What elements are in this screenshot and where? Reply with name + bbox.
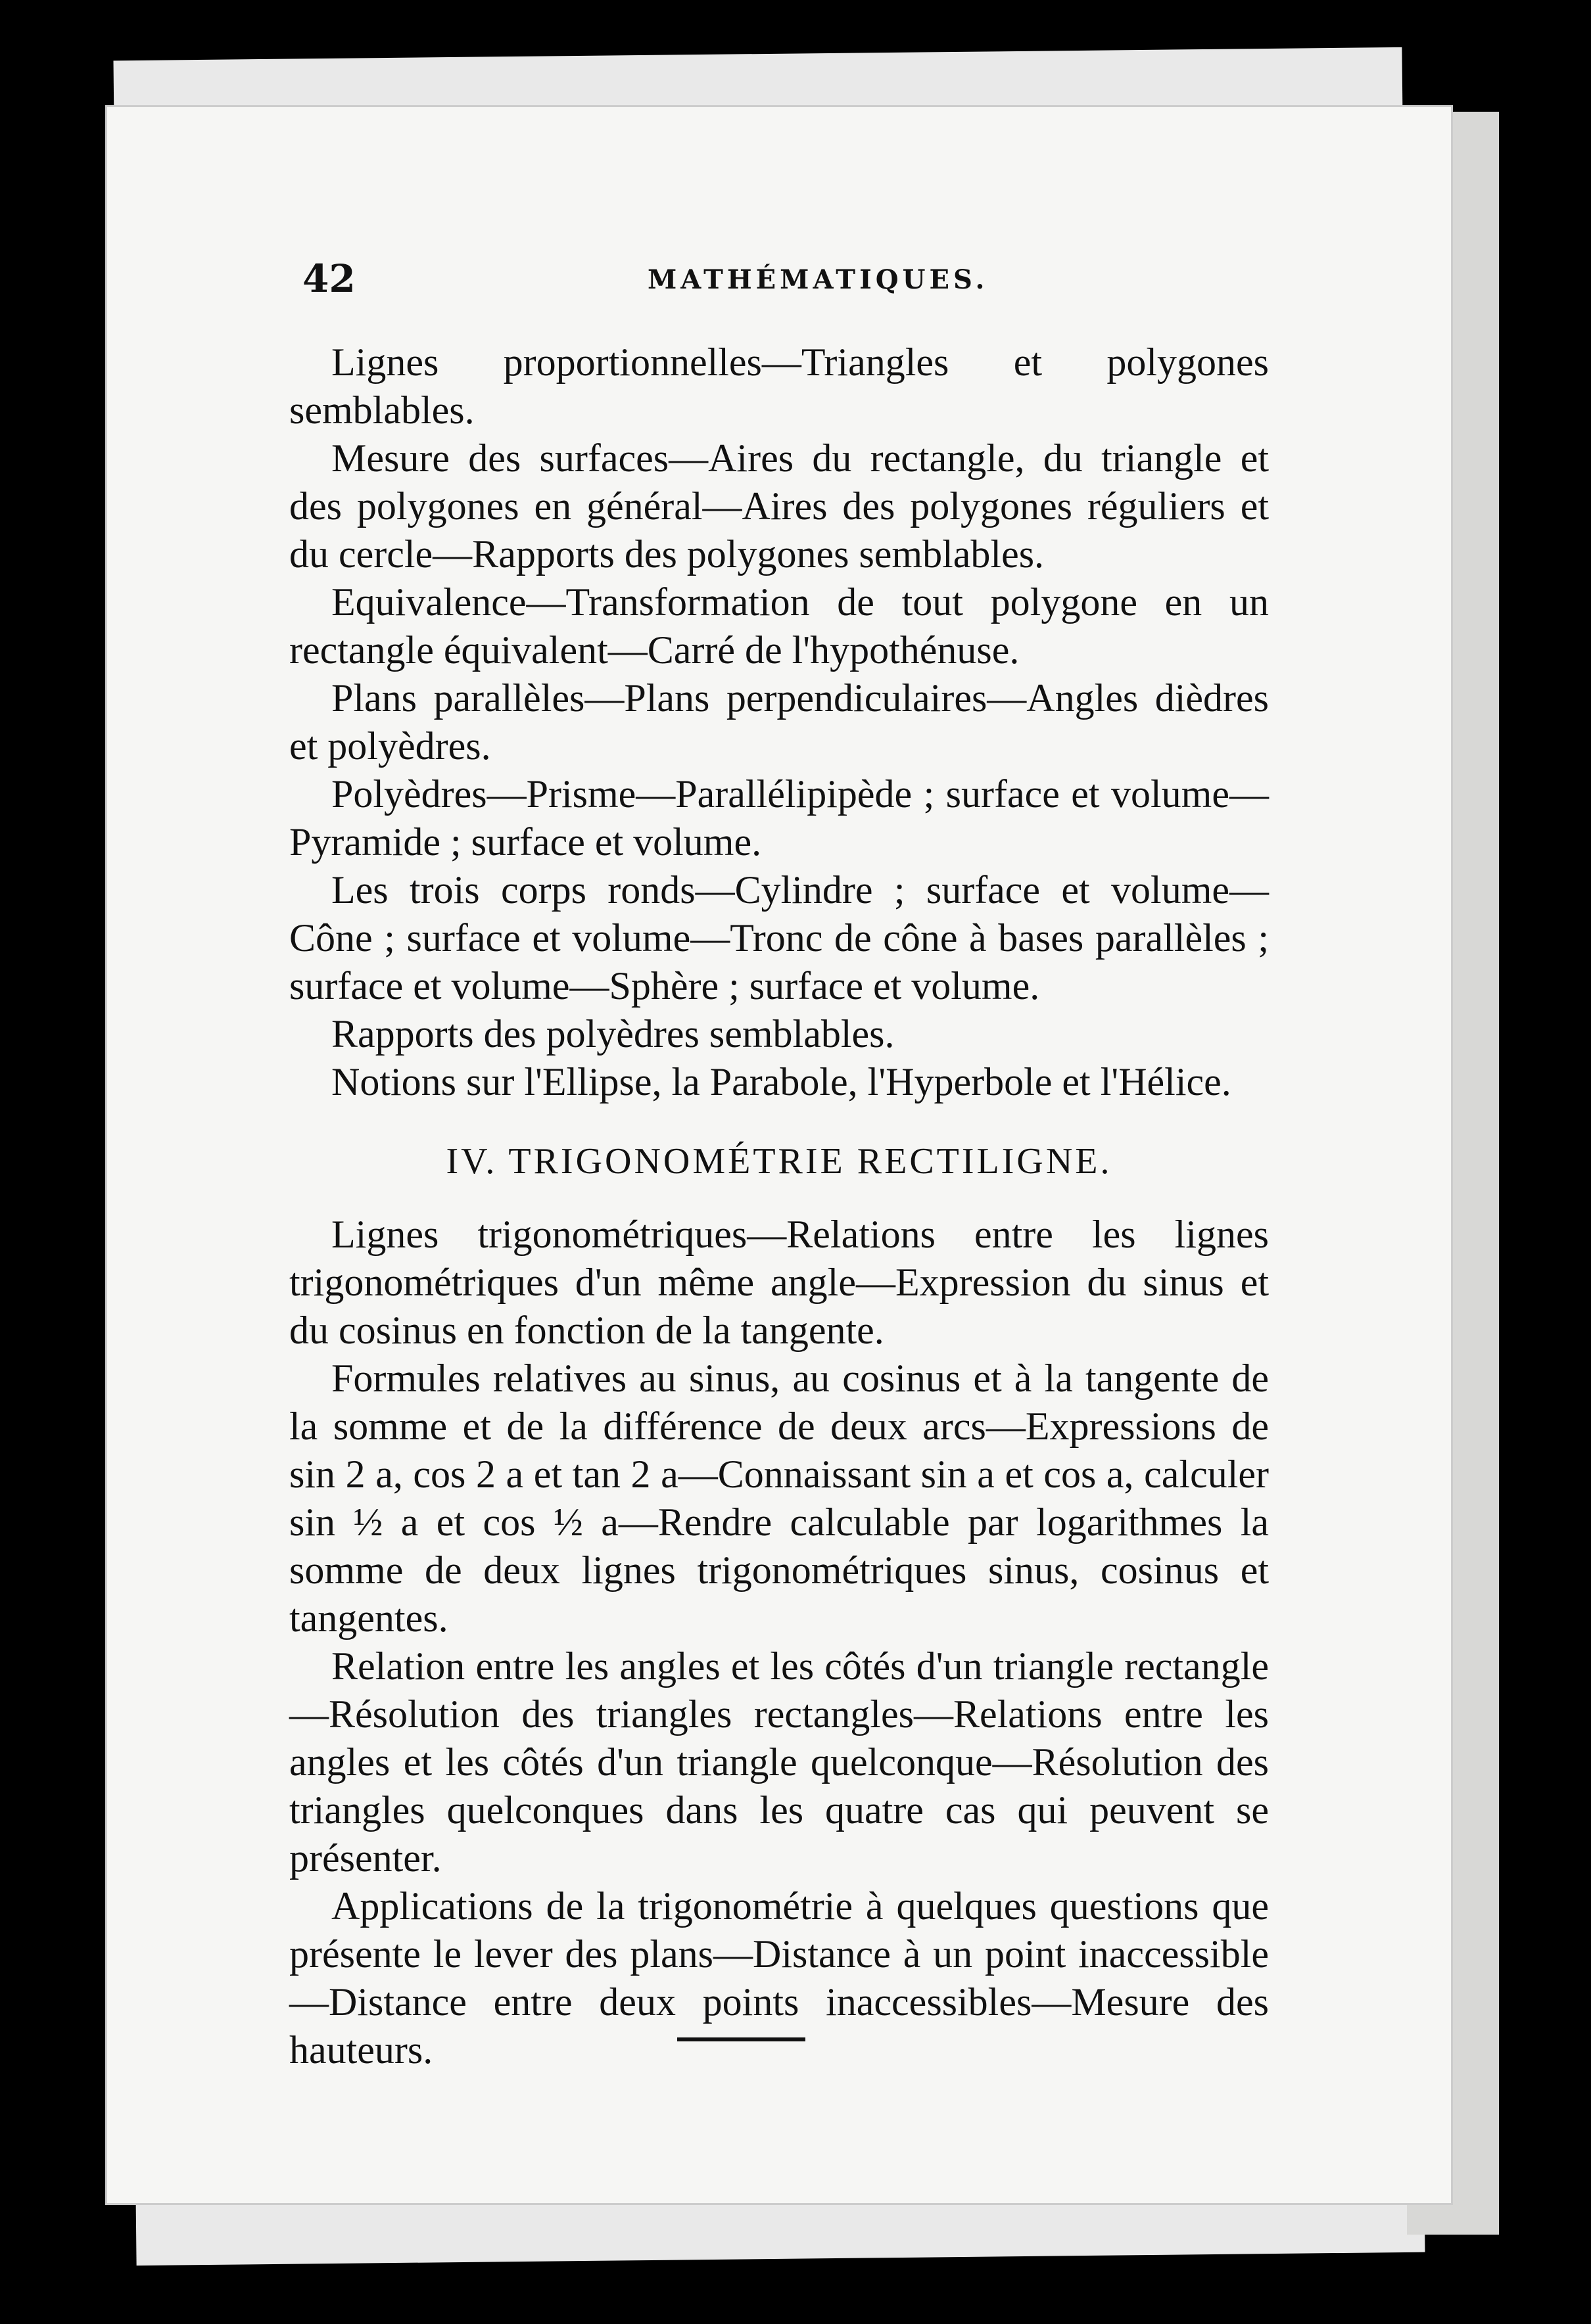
page-number: 42 [302, 256, 356, 301]
page-body [289, 338, 1269, 2074]
running-title: MATHÉMATIQUES. [648, 264, 989, 295]
paragraph: Polyèdres—Prisme—Parallélipipède ; surface et volume—Pyramide ; surface et volume. [289, 772, 1269, 864]
paragraph: Plans parallèles—Plans perpendiculaires—Angles dièdres et polyèdres. [289, 676, 1269, 768]
section-title: IV. TRIGONOMÉTRIE RECTILIGNE. [446, 1141, 1112, 1182]
paragraph: Relation entre les angles et les côtés d'un triangle rectangle—Résolution des triangles rectangles—Relations entre les angles et les côtés d'un triangle quelconque—Résolution des triangles quelconques dans les quatre cas qui peuvent se présenter. [289, 1644, 1269, 1880]
paragraph: Applications de la trigonométrie à quelques questions que présente le lever des plans—Distance à un point inaccessible—Distance entre deux points inaccessibles—Mesure des hauteurs. [289, 1884, 1269, 2072]
paragraph: Notions sur l'Ellipse, la Parabole, l'Hyperbole et l'Hélice. [331, 1060, 1231, 1104]
paragraph: Formules relatives au sinus, au cosinus et à la tangente de la somme et de la différence de deux arcs—Expressions de sin 2 a, cos 2 a et tan 2 a—Connaissant sin a et cos a, calculer sin ½ a et cos ½ a—Rendre calculable par logarithmes la somme de deux lignes trigonométriques sinus, cosinus et tangentes. [289, 1357, 1269, 1640]
end-rule [677, 2037, 805, 2041]
paragraph: Les trois corps ronds—Cylindre ; surface et volume—Cône ; surface et volume—Tronc de cône à bases parallèles ; surface et volume—Sphère ; surface et volume. [289, 868, 1269, 1008]
page-header [302, 256, 1289, 309]
paragraph: Lignes trigonométriques—Relations entre les lignes trigonométriques d'un même angle—Expression du sinus et du cosinus en fonction de la tangente. [289, 1213, 1269, 1352]
paragraph: Rapports des polyèdres semblables. [331, 1012, 895, 1056]
paragraph: Lignes proportionnelles—Triangles et polygones semblables. [289, 340, 1269, 432]
paragraph: Equivalence—Transformation de tout polygone en un rectangle équivalent—Carré de l'hypothénuse. [289, 580, 1269, 672]
paragraph: Mesure des surfaces—Aires du rectangle, du triangle et des polygones en général—Aires des polygones réguliers et du cercle—Rapports des polygones semblables. [289, 436, 1269, 576]
